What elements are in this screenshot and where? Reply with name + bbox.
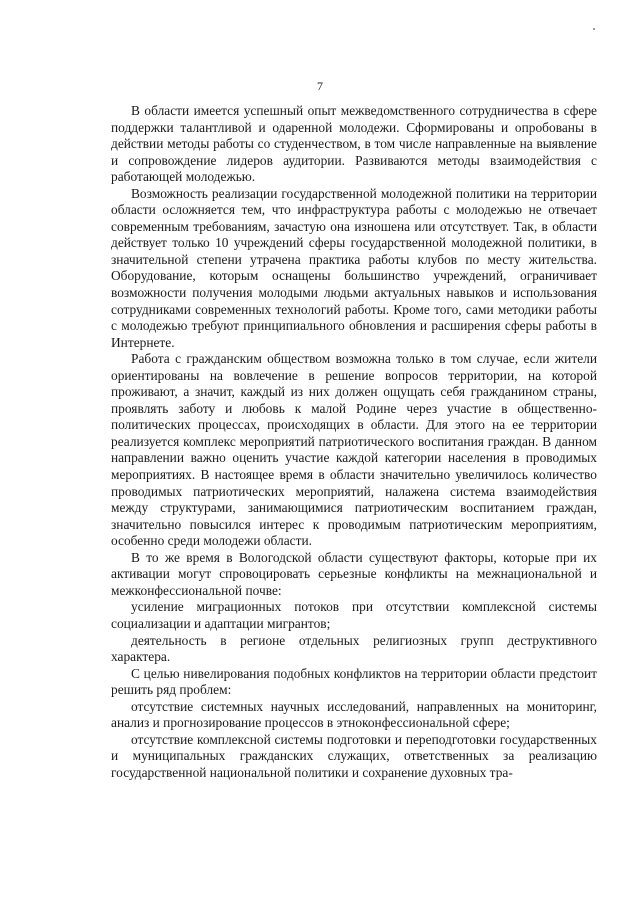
paragraph: Возможность реализации государственной молодежной политики на территории области осложняется тем, что инфраструктура работы с молодежью не отвечает современным требованиям, зачастую она изношена или отсутствует. Так, в области действует только 10 учреждений сферы государственной молодежной политики, в значительной степени утрачена практика работы клубов по месту жительства. Оборудование, которым оснащены большинство учреждений, ограничивает возможности получения молодыми людьми актуальных навыков и использования сотрудниками современных технологий работы. Кроме того, сами методики работы с молодежью требуют принципиального обновления и расширения сферы работы в Интернете. [111, 185, 597, 350]
paragraph: С целью нивелирования подобных конфликтов на территории области предстоит решить ряд проблем: [111, 665, 597, 698]
list-item: отсутствие системных научных исследований, направленных на мониторинг, анализ и прогнозирование процессов в этноконфессиональной сфере; [111, 698, 597, 731]
page-number: 7 [317, 79, 323, 93]
paragraph: В области имеется успешный опыт межведомственного сотрудничества в сфере поддержки талантливой и одаренной молодежи. Сформированы и опробованы в действии методы работы со студенчеством, в том числе направленные на выявление и сопровождение лидеров аудитории. Развиваются методы взаимодействия с работающей молодежью. [111, 103, 597, 185]
list-item: усиление миграционных потоков при отсутствии комплексной системы социализации и адаптации мигрантов; [111, 599, 597, 631]
paragraph: Работа с гражданским обществом возможна только в том случае, если жители ориентированы на вовлечение в решение вопросов территории, на которой проживают, а значит, каждый из них должен ощущать себя гражданином страны, проявлять заботу и любовь к малой Родине через участие в общественно-политических процессах, происходящих в области. Для этого на ее территории реализуется комплекс мероприятий патриотического воспитания граждан. В данном направлении важно оценить участие каждой категории населения в проводимых мероприятиях. В настоящее время в области значительно увеличилось количество проводимых патриотических мероприятий, налажена система взаимодействия между структурами, занимающимися патриотическим воспитанием граждан, значительно повысился интерес к проводимым патриотическим мероприятиям, особенно среди молодежи области. [111, 351, 597, 549]
scan-speck [593, 28, 595, 30]
list-item: отсутствие комплексной системы подготовки и переподготовки государственных и муниципальных гражданских служащих, ответственных за реализацию государственной национальной политики и сохранение духовных тра- [111, 731, 597, 780]
paragraph: В то же время в Вологодской области существуют факторы, которые при их активации могут спровоцировать серьезные конфликты на межнациональной и межконфессиональной почве: [111, 549, 597, 598]
list-item: деятельность в регионе отдельных религиозных групп деструктивного характера. [111, 632, 597, 665]
body-text [111, 103, 597, 781]
